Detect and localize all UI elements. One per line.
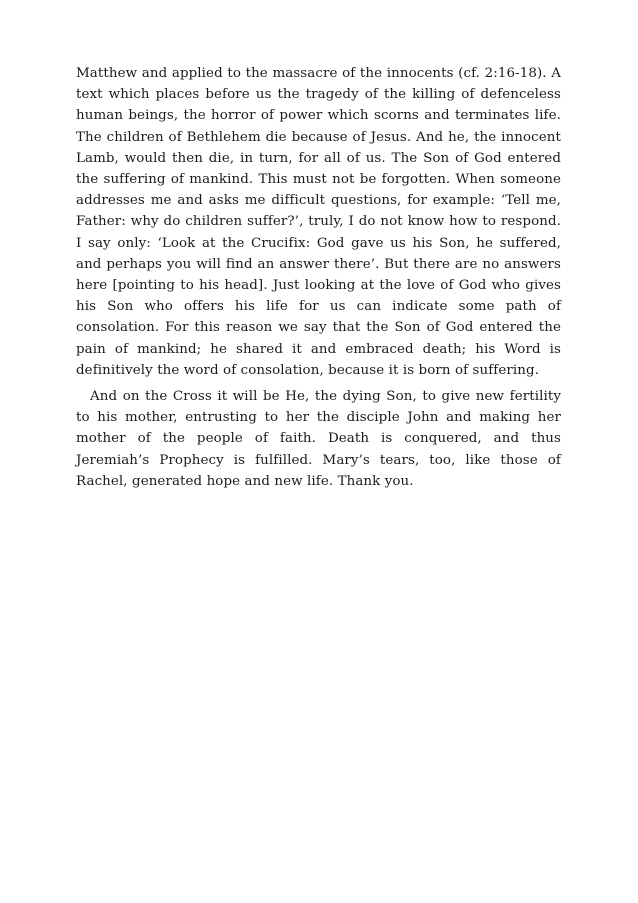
document-page	[76, 63, 561, 492]
paragraph-1: Matthew and applied to the massacre of the innocents (cf. 2:16-18). A text which places before us the tragedy of the killing of defenceless human beings, the horror of power which scorns and terminates life. The children of Bethlehem die because of Jesus. And he, the innocent Lamb, would then die, in turn, for all of us. The Son of God entered the suffering of mankind. This must not be forgotten. When someone addresses me and asks me difficult questions, for example: ‘Tell me, Father: why do children suffer?’, truly, I do not know how to respond. I say only: ‘Look at the Crucifix: God gave us his Son, he suffered, and perhaps you will find an answer there’. But there are no answers here [pointing to his head]. Just looking at the love of God who gives his Son who offers his life for us can indicate some path of consolation. For this reason we say that the Son of God entered the pain of mankind; he shared it and embraced death; his Word is definitively the word of consolation, because it is born of suffering.	[76, 66, 561, 378]
paragraph-2: And on the Cross it will be He, the dying Son, to give new fertility to his mother, entrusting to her the disciple John and making her mother of the people of faith. Death is conquered, and thus Jeremiah’s Prophecy is fulfilled. Mary’s tears, too, like those of Rachel, generated hope and new life. Thank you.	[76, 389, 561, 489]
